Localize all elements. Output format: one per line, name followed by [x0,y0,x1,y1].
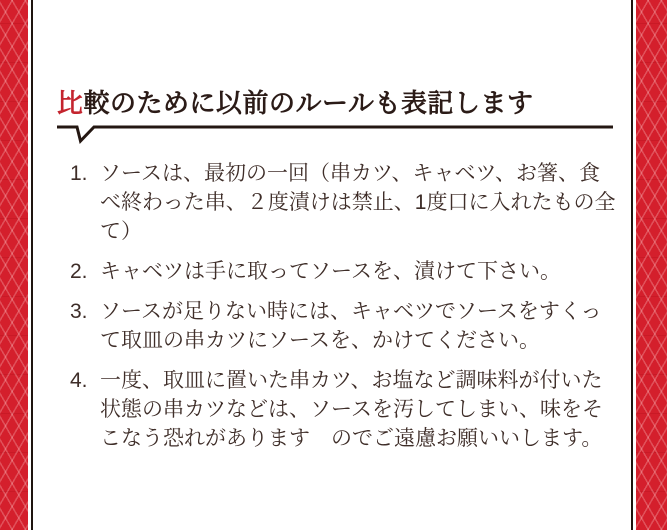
page-title-rest: 較のために以前のルールも表記します [83,88,534,118]
heading-underline-pointer [57,124,614,144]
rule-item-2 [70,257,615,286]
rule-item-line: ソースが足りない時には、キャベツでソースをすくっ [100,300,602,323]
rule-item-text [100,366,615,453]
right-vertical-rule [631,0,633,530]
rule-item-text [100,159,615,246]
rule-item-3 [70,297,615,355]
rule-item-line: 状態の串カツなどは、ソースを汚してしまい、味をそ [100,398,603,421]
rule-item-line: こなう恐れがあります のでご遠慮お願いいします。 [100,427,603,450]
rule-item-number: 1. [70,162,88,185]
rule-item-number: 3. [70,300,88,323]
rules-list [57,159,615,453]
rule-item-line: て取皿の串カツにソースを、かけてください。 [100,329,540,352]
rule-item-1 [70,159,615,246]
left-vertical-rule [31,0,33,530]
rule-item-line: キャベツは手に取ってソースを、漬けて下さい。 [100,260,561,283]
rule-item-line: ソースは、最初の一回（串カツ、キャベツ、お箸、食 [100,162,601,185]
right-red-pattern-border [636,0,667,530]
rule-item-4 [70,366,615,453]
rule-item-number: 4. [70,369,88,392]
rule-item-line: て） [100,220,142,243]
rule-item-text [100,257,615,286]
rule-item-line: べ終わった串、２度漬けは禁止、1度口に入れたもの全 [100,191,616,214]
rule-item-text [100,297,615,355]
rule-item-line: 一度、取皿に置いた串カツ、お塩など調味料が付いた [100,369,603,392]
page-title-accent-char: 比 [57,88,84,118]
page-title [57,86,615,120]
rule-item-number: 2. [70,260,88,283]
left-red-pattern-border [0,0,28,530]
content-area [57,86,615,464]
